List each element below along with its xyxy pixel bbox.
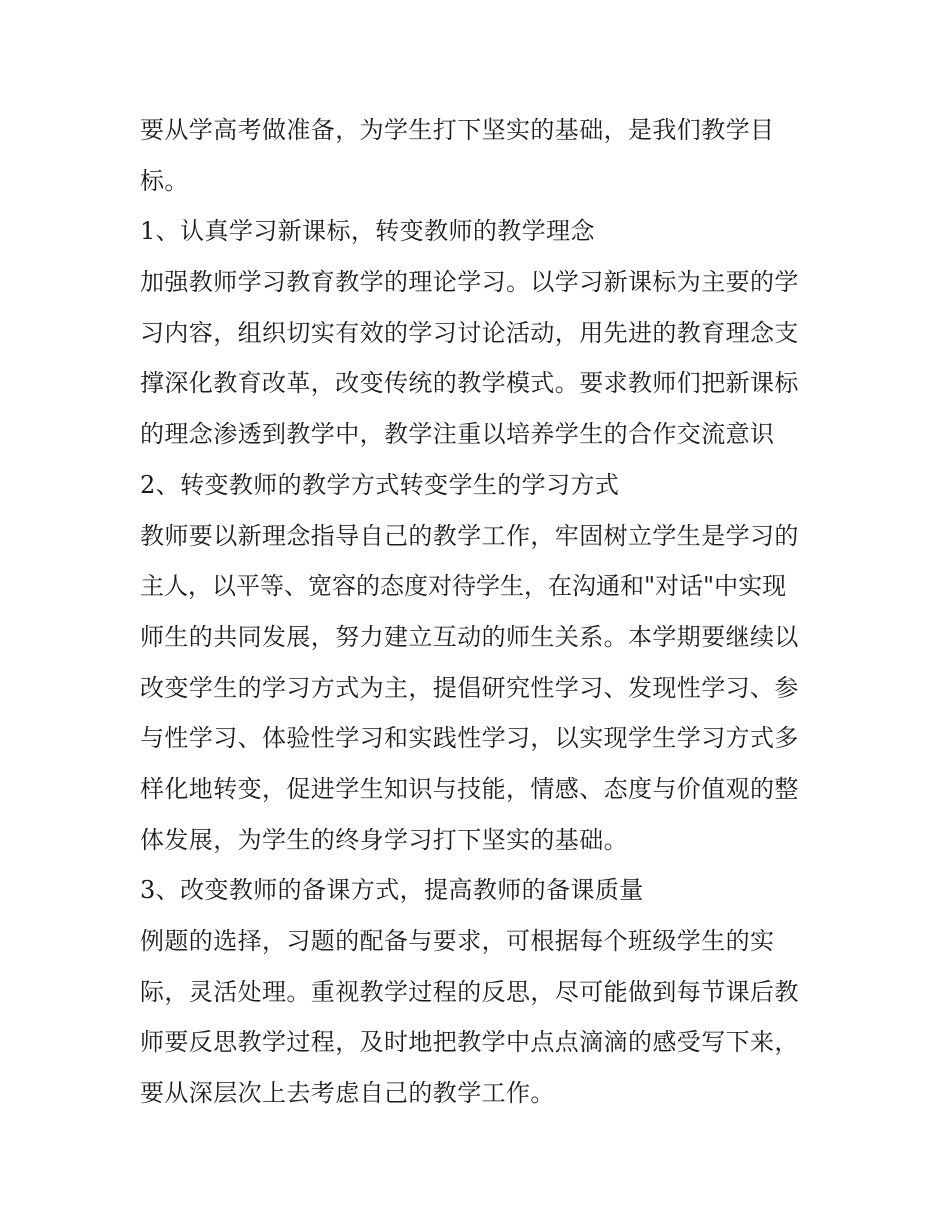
paragraph-line: 改变学生的学习方式为主，提倡研究性学习、发现性学习、参 bbox=[140, 673, 799, 702]
paragraph-line: 的理念渗透到教学中，教学注重以培养学生的合作交流意识 bbox=[140, 420, 775, 449]
paragraph-line: 师要反思教学过程，及时地把教学中点点滴滴的感受写下来， bbox=[140, 1028, 799, 1057]
paragraph-line: 习内容，组织切实有效的学习讨论活动，用先进的教育理念支 bbox=[140, 318, 799, 347]
paragraph-line: 师生的共同发展，努力建立互动的师生关系。本学期要继续以 bbox=[140, 622, 799, 651]
paragraph-line: 加强教师学习教育教学的理论学习。以学习新课标为主要的学 bbox=[140, 268, 799, 297]
paragraph-line: 教师要以新理念指导自己的教学工作，牢固树立学生是学习的 bbox=[140, 521, 799, 550]
paragraph-line: 际，灵活处理。重视教学过程的反思，尽可能做到每节课后教 bbox=[140, 977, 799, 1006]
paragraph-line: 标。 bbox=[140, 166, 189, 195]
paragraph-line: 体发展，为学生的终身学习打下坚实的基础。 bbox=[140, 825, 628, 854]
document-body bbox=[140, 105, 820, 1119]
paragraph-line: 与性学习、体验性学习和实践性学习，以实现学生学习方式多 bbox=[140, 724, 799, 753]
section-heading-1: 1、认真学习新课标，转变教师的教学理念 bbox=[140, 217, 595, 246]
paragraph-line: 撑深化教育改革，改变传统的教学模式。要求教师们把新课标 bbox=[140, 369, 799, 398]
section-heading-3: 3、改变教师的备课方式，提高教师的备课质量 bbox=[140, 876, 644, 905]
paragraph-line: 样化地转变，促进学生知识与技能，情感、态度与价值观的整 bbox=[140, 774, 799, 803]
paragraph-line: 要从学高考做准备，为学生打下坚实的基础，是我们教学目 bbox=[140, 116, 775, 144]
paragraph-line: 例题的选择，习题的配备与要求，可根据每个班级学生的实 bbox=[140, 927, 775, 955]
paragraph-line: 主人，以平等、宽容的态度对待学生，在沟通和"对话"中实现 bbox=[140, 572, 787, 601]
section-heading-2: 2、转变教师的教学方式转变学生的学习方式 bbox=[140, 470, 620, 499]
paragraph-line: 要从深层次上去考虑自己的教学工作。 bbox=[140, 1079, 555, 1108]
